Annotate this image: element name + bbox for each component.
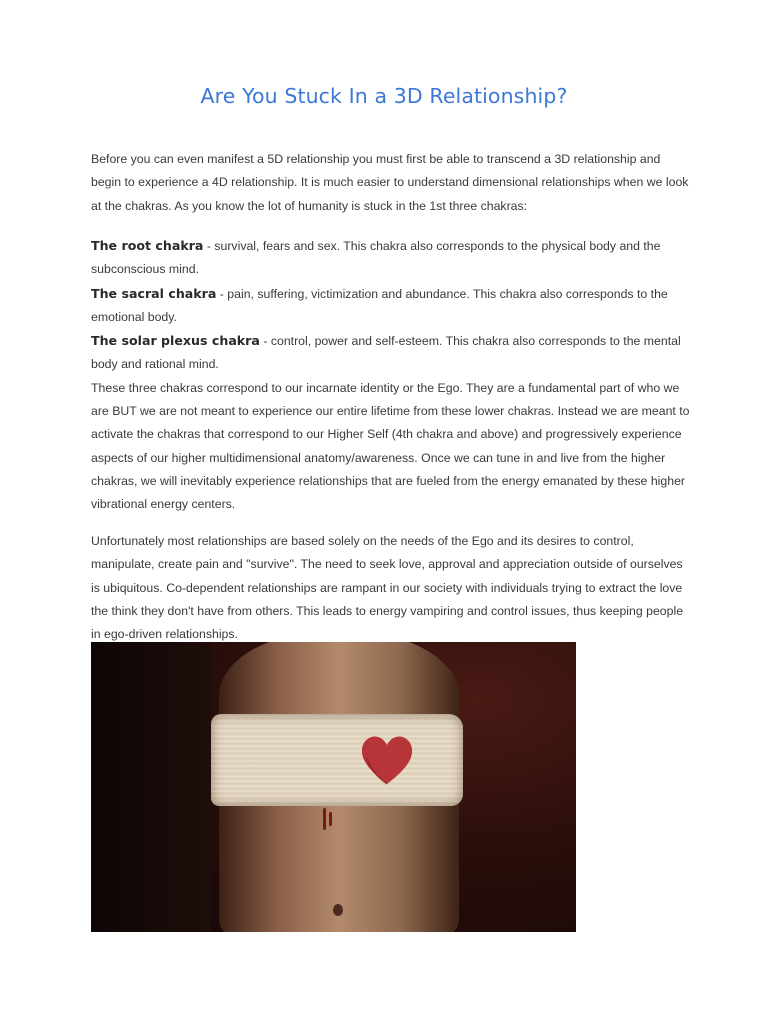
chakra-item-sacral — [91, 282, 691, 330]
blood-heart-icon — [359, 734, 415, 786]
chakra-description: - pain, suffering, victimization and abundance. This chakra also corresponds to the emotional body. — [91, 286, 668, 324]
chakra-description: - control, power and self-esteem. This chakra also corresponds to the mental body and rational mind. — [91, 334, 681, 372]
chakra-description: - survival, fears and sex. This chakra also corresponds to the physical body and the subconscious mind. — [91, 239, 661, 277]
chakra-item-solar-plexus — [91, 329, 691, 377]
chakra-list — [91, 234, 691, 517]
bandaged-torso-photo — [91, 642, 576, 932]
intro-paragraph: Before you can even manifest a 5D relationship you must first be able to transcend a 3D relationship and begin to experience a 4D relationship. It is much easier to understand dimensional relationships when we look at the chakras. As you know the lot of humanity is stuck in the 1st three chakras: — [91, 152, 689, 213]
ego-paragraph: These three chakras correspond to our incarnate identity or the Ego. They are a fundamental part of who we are BUT we are not meant to experience our entire lifetime from these lower chakras. Instead we are meant to activate the chakras that correspond to our Higher Self (4th chakra and above) and progressively experience aspects of our higher multidimensional anatomy/awareness. Once we can tune in and live from the higher chakras, we will inevitably experience relationships that are fueled from the energy emanated by these higher vibrational energy centers. — [91, 380, 690, 512]
chakra-name: The root chakra — [91, 238, 204, 253]
chakra-item-root — [91, 234, 691, 282]
blood-drip — [323, 808, 326, 830]
bandage-wrap — [211, 714, 463, 806]
page-title: Are You Stuck In a 3D Relationship? — [200, 84, 568, 108]
closing-paragraph: Unfortunately most relationships are based solely on the needs of the Ego and its desires to control, manipulate, create pain and "survive". The need to seek love, approval and appreciation outside of ourselves is ubiquitous. Co-dependent relationships are rampant in our society with individuals trying to extract the love the think they don't have from others. This leads to energy vampiring and control issues, thus keeping people in ego-driven relationships. — [91, 534, 684, 642]
chakra-name: The sacral chakra — [91, 285, 217, 301]
chakra-name: The solar plexus chakra — [91, 333, 260, 349]
photo-background — [91, 642, 211, 932]
navel — [333, 904, 343, 916]
blood-drip — [329, 812, 332, 826]
